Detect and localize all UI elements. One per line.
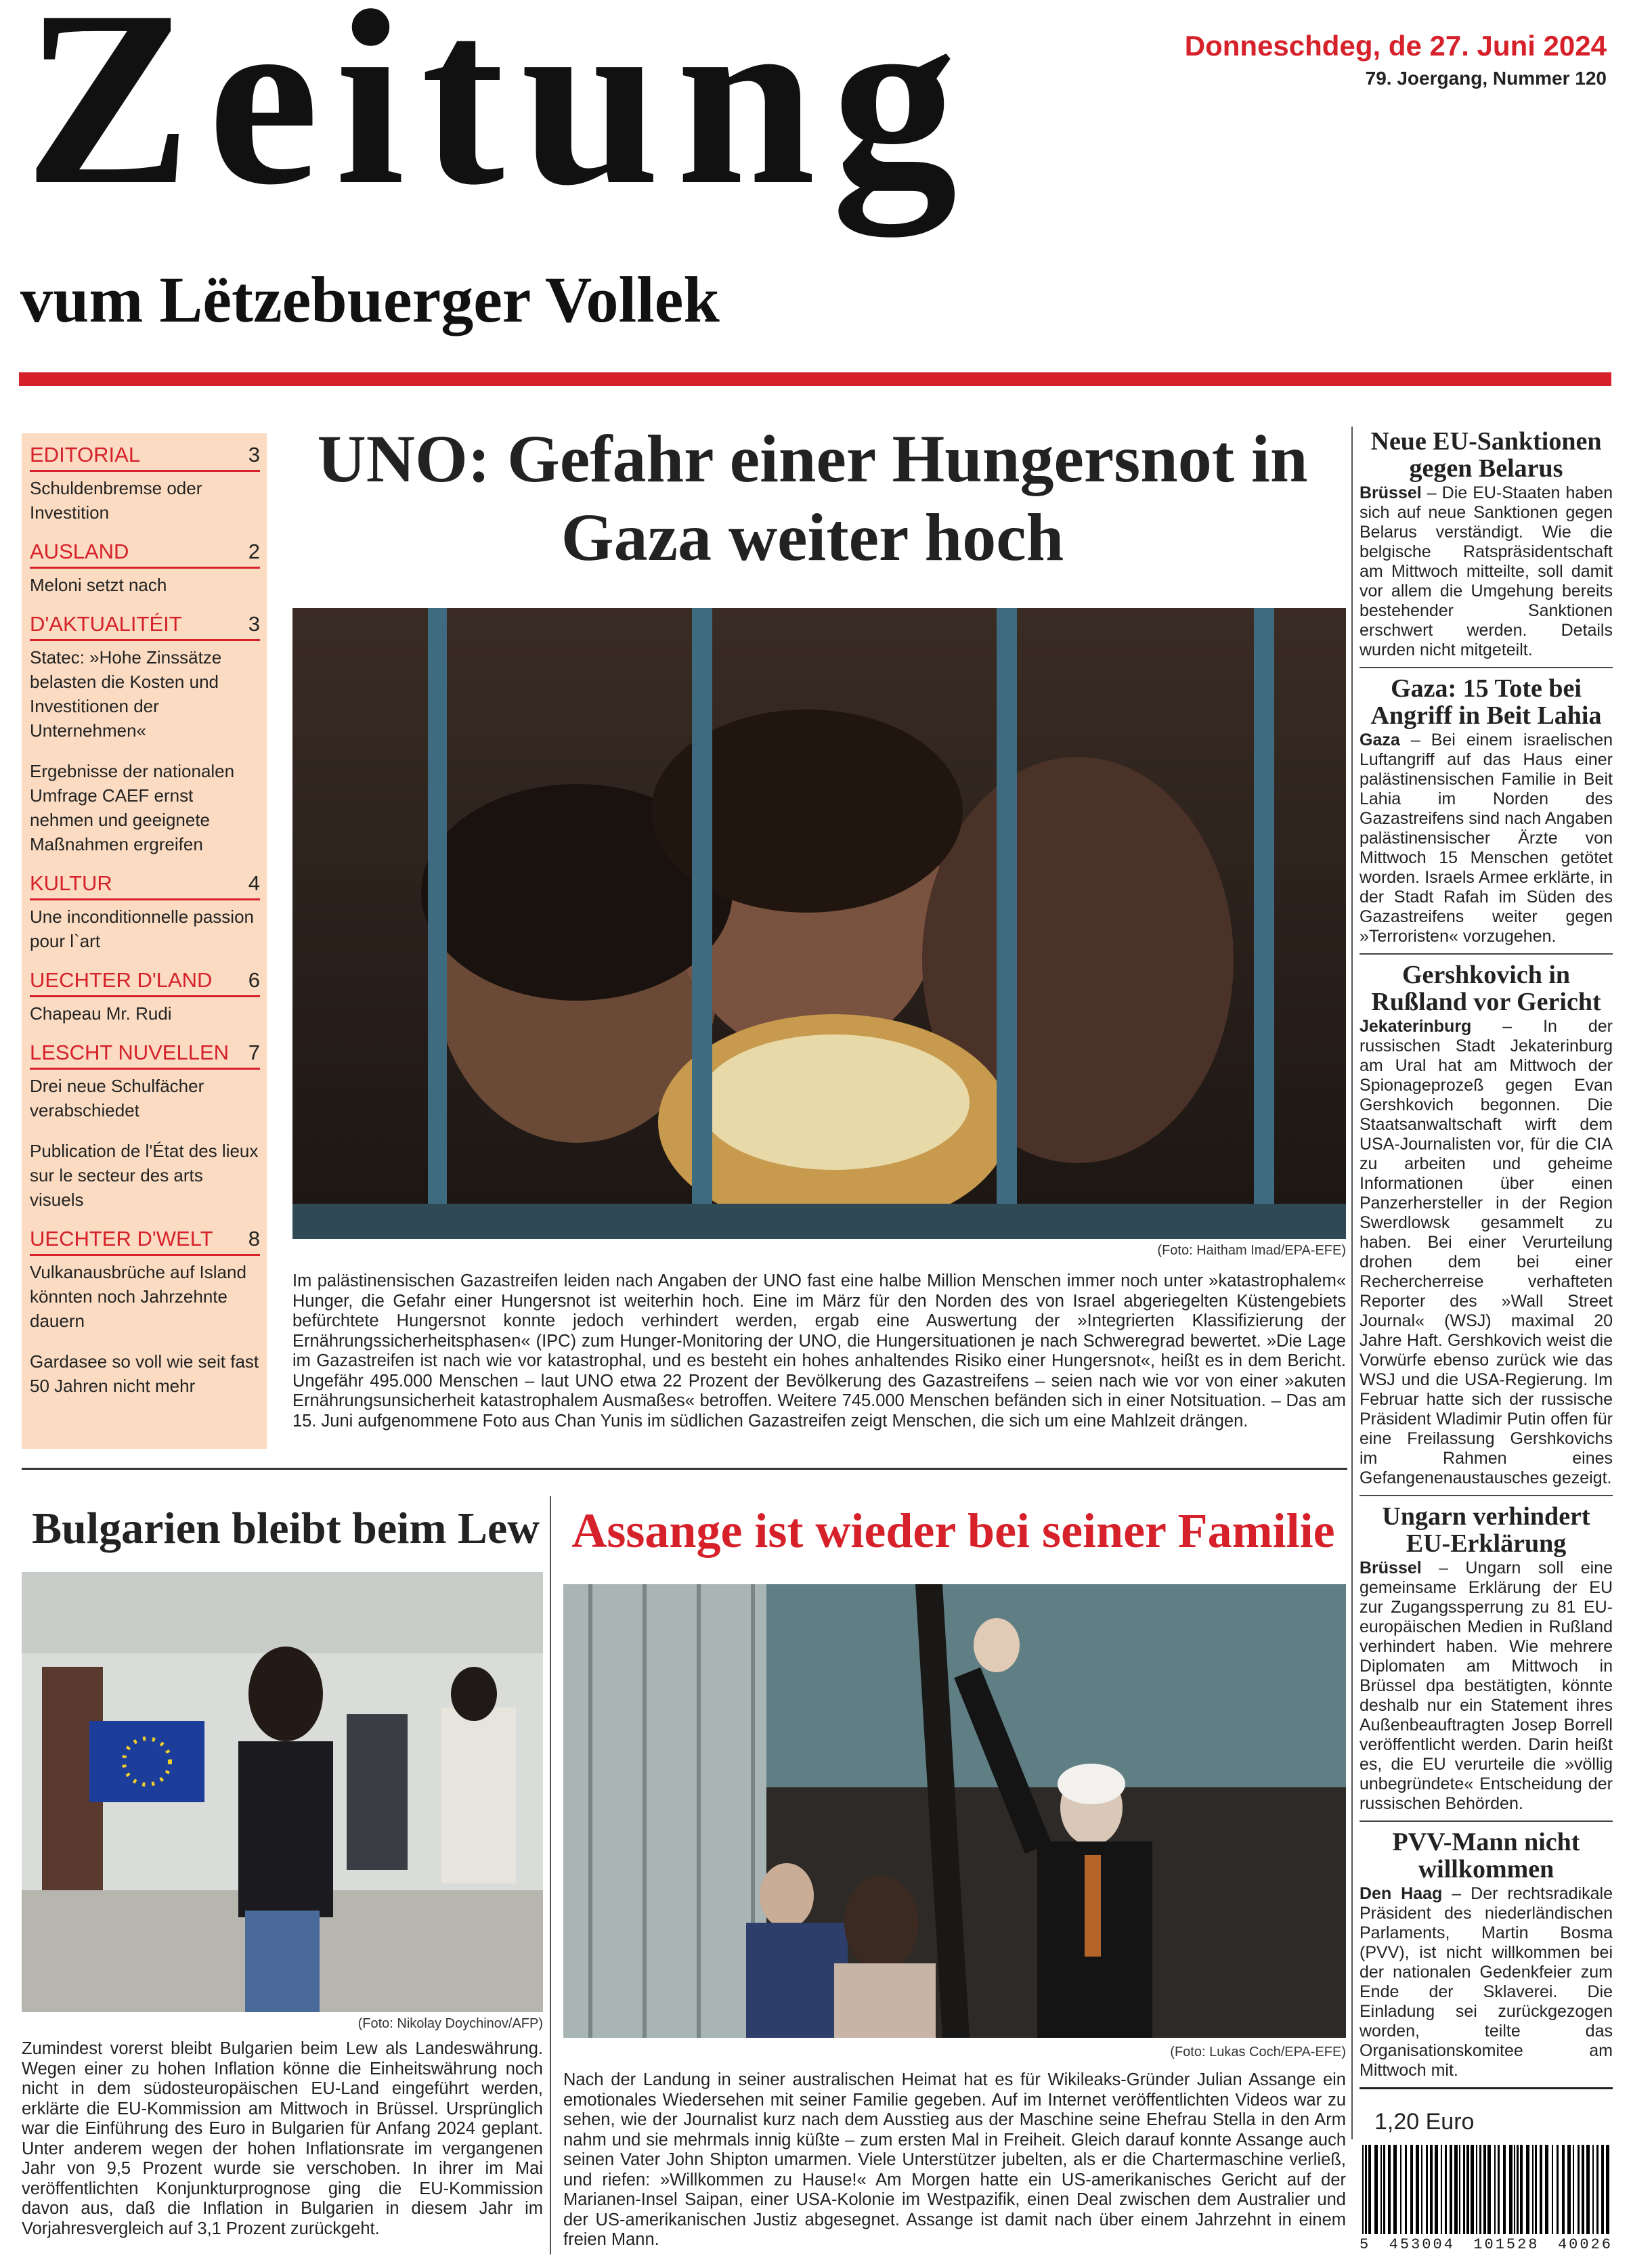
index-section-header [30,612,260,641]
masthead-logo: Zeitung [24,0,974,237]
brief-text: – Der rechtsradikale Präsident des niederländischen Parlaments, Martin Bosma (PVV), ist nicht willkommen bei der nationalen Gedenkfeier zum Ende der Sklaverei. Die Einladung sei zurückgezogen worden, teilte das Organisationskomitee am Mittwoch mit. [1360,1884,1613,2080]
brief-body [1360,1884,1613,2089]
index-section-name: AUSLAND [30,540,129,563]
bulgaria-photo [22,1572,543,2012]
brief-headline: Neue EU-Sanktionen gegen Belarus [1370,427,1602,483]
bulgaria-body: Zumindest vorerst bleibt Bulgarien beim Lew als Landeswährung. Wegen einer zu hohen Inflation könne die Einheitswährung noch nicht in dem südosteuropäischen EU-Land eingeführt werden, erklärte die EU-Kommission am Mittwoch in Brüssel. Ursprünglich war die Einführung des Euro in Bulgarien für Anfang 2024 geplant. Unter anderem wegen der hohen Inflationsrate im vergangenen Jahr von 9,5 Prozent wurde sie verschoben. In ihrer im Mai veröffentlichten Konjunkturprognose ging die EU-Kommission davon aus, daß die Inflation in Bulgarien in diesem Jahr im Vorjahresvergleich auf 3,1 Prozent zurückgeht. [22,2039,543,2238]
brief-body [1360,1017,1613,1496]
brief-headline: Gershkovich in Rußland vor Gericht [1371,961,1601,1016]
news-briefs [1360,428,1613,2096]
assange-body: Nach der Landung in seiner australischen Heimat hat es für Wikileaks-Gründer Julian Assange ein emotionales Wiedersehen mit seiner Familie gegeben. Auf im Internet veröffentlichten Videos war zu sehen, wie der Journalist kurz nach dem Ausstieg aus der Maschine seine Ehefrau Stella in den Arm nahm und sie mehrmals innig küßte – zum ersten Mal in Freiheit. Gleich darauf konnte Assange auch seinen Vater John Shipton umarmen. Viele Unterstützer jubelten, als er die Chartermaschine verließ, und riefen: »Willkommen zu Hause!« Am Morgen hatte ein US-amerikanisches Gericht auf der Marianen-Insel Saipan, einer USA-Kolonie im Westpazifik, einen Deal zwischen dem Australier und der US-amerikanischen Justiz abgesegnet. Assange ist damit nach über einem Jahrzehnt in einem freien Mann. [563,2070,1346,2249]
issue-date: Donneschdeg, de 27. Juni 2024 [1184,30,1607,62]
index-section-page: 2 [248,540,260,563]
index-item: Vulkanausbrüche auf Island könnten noch Jahrzehnte dauern [30,1262,246,1331]
barcode-middle: 453004 [1389,2236,1455,2253]
index-section-name: UECHTER D'LAND [30,968,213,992]
brief-dateline: Brüssel [1360,483,1422,502]
bulgaria-photo-credit: (Foto: Nikolay Doychinov/AFP) [357,2016,543,2031]
brief-body [1360,1558,1613,1822]
section-rule [22,1468,1347,1470]
barcode-addon: 40026 [1557,2236,1613,2253]
bulgaria-headline: Bulgarien bleibt beim Lew [32,1504,540,1553]
assange-photo [563,1584,1346,2038]
index-section-header [30,1227,260,1256]
lead-photo-credit: (Foto: Haitham Imad/EPA-EFE) [1157,1243,1346,1258]
brief-text: – Ungarn soll eine gemeinsame Erklärung der EU zur Zugangssperrung zu 81 EU-europäischen Medien in Rußland verhindert haben. Wie mehrere Diplomaten am Mittwoch in Brüssel dpa bestätigten, könnte deshalb nur ein Statement ihres Außenbeauftragten Josep Borrell veröffentlicht werden. Darin heißt es, die EU verurteile die »völlig unbegründete« Entscheidung der russischen Behörden. [1360,1558,1613,1813]
index-section-page: 3 [248,443,260,466]
index-section-name: LESCHT NUVELLEN [30,1041,230,1064]
index-section-header [30,871,260,900]
brief-dateline: Brüssel [1360,1558,1422,1577]
index-item: Publication de l'État des lieux sur le secteur des arts visuels [30,1141,259,1210]
index-item: Gardasee so voll wie seit fast 50 Jahren nicht mehr [30,1351,259,1396]
brief-headline: PVV-Mann nicht willkommen [1392,1828,1580,1883]
brief-headline: Ungarn verhindert EU-Erklärung [1382,1502,1590,1558]
lead-body: Im palästinensischen Gazastreifen leiden nach Angaben der UNO fast eine halbe Million Menschen immer noch unter »katastrophalem« Hunger, die Gefahr einer Hungersnot ist weiterhin hoch. Eine im März für den Norden des von Israel abgeriegelten Küstengebiets befürchtete Hungersnot konnte jedoch verhindert werden, ergab eine Auswertung der »Integrierten Klassifizierung der Ernährungssicherheitsphasen« (IPC) zum Hunger-Monitoring der UNO, die Hungersituationen je nach Schweregrad bewertet. »Die Lage im Gazastreifen ist nach wie vor katastrophal, und es besteht ein hohes anhaltendes Risiko einer Hungersnot«, heißt es in dem Bericht. Ungefähr 495.000 Menschen – laut UNO etwa 22 Prozent der Bevölkerung des Gazastreifens – seien nach wie vor von einer »akuten Ernährungsunsicherheit katastrophalem Ausmaßes« betroffen. Weitere 745.000 Menschen befänden sich in einer Notsituation. – Das am 15. Juni aufgenommene Foto aus Chan Yunis im südlichen Gazastreifen zeigt Menschen, die sich um eine Mahlzeit drängen. [292,1271,1346,1431]
index-item: Meloni setzt nach [30,575,167,595]
index-item: Ergebnisse der nationalen Umfrage CAEF ernst nehmen und geeignete Maßnahmen ergreifen [30,761,235,854]
index-item: Schuldenbremse oder Investition [30,478,202,523]
brief-text: – Bei einem israelischen Luftangriff auf das Haus einer palästinensischen Familie in Beit Lahia im Norden des Gazastreifens sind nach Angaben palästinensischer Ärzte von Mittwoch 15 Menschen getötet worden. Israels Armee erklärte, in der Stadt Rafah im Süden des Gazastreifens weiter gegen »Terroristen« vorzugehen. [1360,730,1613,946]
index-section-header [30,968,260,997]
brief-text: – Die EU-Staaten haben sich auf neue Sanktionen gegen Belarus verständigt. Wie die belgische Ratspräsidentschaft am Mittwoch mitteilte, soll damit vor allem die Umgehung bereits bestehender Sanktionen erschwert werden. Details wurden nicht mitgeteilt. [1360,483,1613,659]
index-section-name: D'AKTUALITÉIT [30,612,182,636]
assange-headline: Assange ist wieder bei seiner Familie [571,1504,1335,1558]
masthead-rule [19,372,1611,386]
index-item: Chapeau Mr. Rudi [30,1003,172,1024]
index-item: Statec: »Hohe Zinssätze belasten die Kosten und Investitionen der Unternehmen« [30,647,222,741]
column-separator [550,1496,551,2254]
index-section-header [30,1041,260,1070]
index-item: Une inconditionnelle passion pour l`art [30,907,255,951]
assange-photo-credit: (Foto: Lukas Coch/EPA-EFE) [1170,2045,1346,2059]
price: 1,20 Euro [1374,2109,1475,2135]
index-section-page: 8 [248,1227,260,1250]
masthead-subtitle: vum Lëtzebuerger Vollek [20,263,720,336]
issue-number: 79. Joergang, Nummer 120 [1365,68,1607,89]
index-section-name: KULTUR [30,871,112,895]
barcode-digits [1360,2236,1613,2253]
brief-dateline: Jekaterinburg [1360,1017,1472,1036]
index-section-header [30,443,260,472]
barcode [1360,2145,1613,2253]
index-section-name: EDITORIAL [30,443,141,466]
brief-body [1360,730,1613,955]
barcode-left: 5 [1360,2236,1371,2253]
index-section-page: 4 [248,871,260,895]
lead-photo [292,608,1346,1239]
brief-headline: Gaza: 15 Tote bei Angriff in Beit Lahia [1370,674,1602,730]
brief-dateline: Den Haag [1360,1884,1443,1903]
brief-text: – In der russischen Stadt Jekaterinburg am Ural hat am Mittwoch der Spionageprozeß gegen Evan Gershkovich begonnen. Die Staatsanwaltschaft wirft dem USA-Journalisten vor, für die CIA zu arbeiten und geheime Informationen über einen Panzerhersteller in der Region Swerdlowsk gesammelt zu haben. Bei einer Verurteilung drohen dem bei einer Rechercherreise verhafteten Reporter des »Wall Street Journal« (WSJ) maximal 20 Jahre Haft. Gershkovich weist die Vorwürfe ebenso zurück wie das WSJ und die USA-Regierung. Im Februar hatte sich der russische Präsident Wladimir Putin offen für eine Freilassung Gershkovichs im Rahmen eines Gefangenenaustausches gezeigt. [1360,1017,1613,1487]
barcode-right: 101528 [1473,2236,1540,2253]
brief-body [1360,483,1613,668]
index-box [22,433,267,1449]
index-section-page: 7 [248,1041,260,1064]
column-separator [1351,427,1353,2139]
index-section-header [30,540,260,569]
barcode-bars [1360,2145,1613,2240]
brief-dateline: Gaza [1360,730,1400,749]
index-section-page: 3 [248,612,260,636]
index-section-name: UECHTER D'WELT [30,1227,213,1250]
index-item: Drei neue Schulfächer verabschiedet [30,1076,204,1120]
lead-headline: UNO: Gefahr einer Hungersnot in Gaza weiter hoch [317,421,1308,575]
index-section-page: 6 [248,968,260,992]
